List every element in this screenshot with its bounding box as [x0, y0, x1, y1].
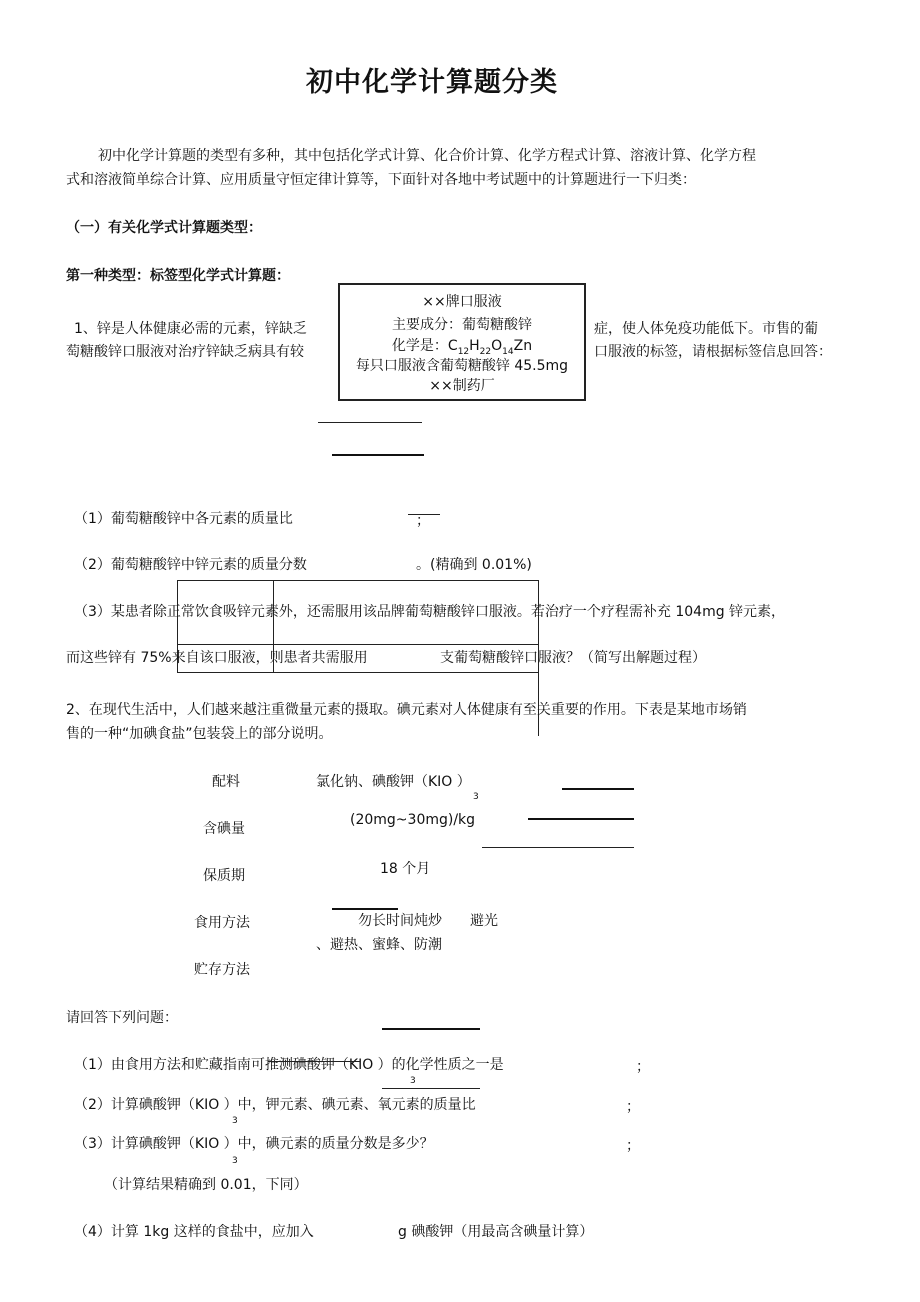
formula-h: H: [469, 338, 480, 354]
q1-sub2-note: 。(精确到 0.01%): [416, 557, 532, 573]
subscript-3: 3: [410, 1076, 416, 1086]
q2-a3: （3）计算碘酸钾（KIO ）中，碘元素的质量分数是多少？: [74, 1136, 434, 1152]
section-heading: （一）有关化学式计算题类型：: [66, 220, 262, 236]
table-value-storage-a: 避光: [470, 913, 498, 929]
formula-h-count: 22: [479, 346, 492, 357]
table-value-iodine: (20mg~30mg)/kg: [350, 812, 476, 828]
table-value-usage: 勿长时间炖炒: [358, 913, 442, 929]
q1-sub1-end: ；: [416, 513, 430, 529]
formula-o-count: 14: [502, 346, 514, 357]
q2-line2: 售的一种“加碘食盐”包装袋上的部分说明。: [66, 726, 333, 742]
label-content: 每只口服液含葡萄糖酸锌 45.5mg: [355, 358, 569, 374]
q2-ask: 请回答下列问题：: [66, 1010, 178, 1026]
table-label-ingredients: 配料: [212, 774, 240, 790]
q1-sub2: （2）葡萄糖酸锌中锌元素的质量分数: [74, 557, 307, 573]
table-border: [177, 672, 538, 673]
rule-line: [382, 1028, 480, 1030]
rule-line: [318, 422, 422, 423]
page-title: 初中化学计算题分类: [306, 67, 558, 98]
q2-a2: （2）计算碘酸钾（KIO ）中，钾元素、碘元素、氧元素的质量比: [74, 1097, 476, 1113]
q2-a3-end: ；: [626, 1138, 640, 1154]
q1-line2-left: 萄糖酸锌口服液对治疗锌缺乏病具有较: [66, 344, 304, 360]
rule-line: [382, 1088, 480, 1089]
q1-line2-right: 口服液的标签，请根据标签信息回答：: [594, 344, 832, 360]
label-maker: ××制药厂: [429, 378, 495, 394]
label-brand: ××牌口服液: [422, 294, 502, 310]
q1-sub3-line1: （3）某患者除正常饮食吸锌元素外，还需服用该品牌葡萄糖酸锌口服液。若治疗一个疗程需补充 104mg 锌元素，: [74, 604, 786, 620]
table-value-ingredients: 氯化钠、碘酸钾（KIO ）: [316, 774, 471, 790]
intro-line-1: 初中化学计算题的类型有多种，其中包括化学式计算、化合价计算、化学方程式计算、溶液计算、化学方程: [98, 148, 756, 164]
intro-line-2: 式和溶液简单综合计算、应用质量守恒定律计算等，下面针对各地中考试题中的计算题进行一下归类：: [66, 172, 696, 188]
subscript-3: 3: [232, 1156, 238, 1166]
rule-line: [562, 788, 634, 790]
q2-a4-a: （4）计算 1kg 这样的食盐中，应加入: [74, 1224, 314, 1240]
q2-a1-end: ；: [636, 1059, 650, 1075]
strike-line: [268, 1061, 360, 1062]
q1-line1-right: 症，使人体免疫功能低下。市售的葡: [594, 321, 818, 337]
table-value-shelf-life: 18 个月: [380, 861, 431, 877]
q2-a2-end: ；: [626, 1099, 640, 1115]
subscript-3: 3: [232, 1116, 238, 1126]
table-label-storage: 贮存方法: [194, 962, 250, 978]
label-ingredient: 主要成分：葡萄糖酸锌: [392, 317, 532, 333]
type-heading: 第一种类型：标签型化学式计算题：: [66, 268, 290, 284]
q1-sub3-line2-a: 而这些锌有 75%来自该口服液，则患者共需服用: [66, 650, 368, 666]
rule-line: [482, 847, 634, 848]
q2-a1: （1）由食用方法和贮藏指南可推测碘酸钾（KIO ）的化学性质之一是: [74, 1057, 504, 1073]
formula-zn: Zn: [513, 338, 533, 354]
subscript-3: 3: [473, 792, 479, 802]
formula-c: C: [447, 338, 458, 354]
table-border: [177, 580, 538, 581]
table-value-storage-b: 、避热、蜜蜂、防潮: [316, 937, 442, 953]
q2-a3-note: （计算结果精确到 0.01，下同）: [104, 1177, 308, 1193]
q1-line1-left: 1、锌是人体健康必需的元素，锌缺乏: [74, 321, 307, 337]
label-formula: [340, 335, 584, 357]
table-label-shelf-life: 保质期: [203, 868, 245, 884]
q1-sub3-line2-b: 支葡萄糖酸锌口服液？（简写出解题过程）: [440, 650, 706, 666]
table-label-usage: 食用方法: [194, 915, 250, 931]
label-formula-prefix: 化学是：: [391, 338, 448, 354]
q2-a4-b: g 碘酸钾（用最高含碘量计算）: [398, 1224, 594, 1240]
formula-o: O: [491, 338, 503, 354]
formula-c-count: 12: [457, 346, 470, 357]
table-label-iodine: 含碘量: [203, 821, 245, 837]
q1-sub1: （1）葡萄糖酸锌中各元素的质量比: [74, 511, 293, 527]
product-label: [338, 283, 586, 401]
rule-line: [528, 818, 634, 820]
rule-line: [332, 454, 424, 456]
q2-line1: 2、在现代生活中，人们越来越注重微量元素的摄取。碘元素对人体健康有至关重要的作用。下表是某地市场销: [66, 702, 747, 718]
table-border: [177, 644, 538, 645]
